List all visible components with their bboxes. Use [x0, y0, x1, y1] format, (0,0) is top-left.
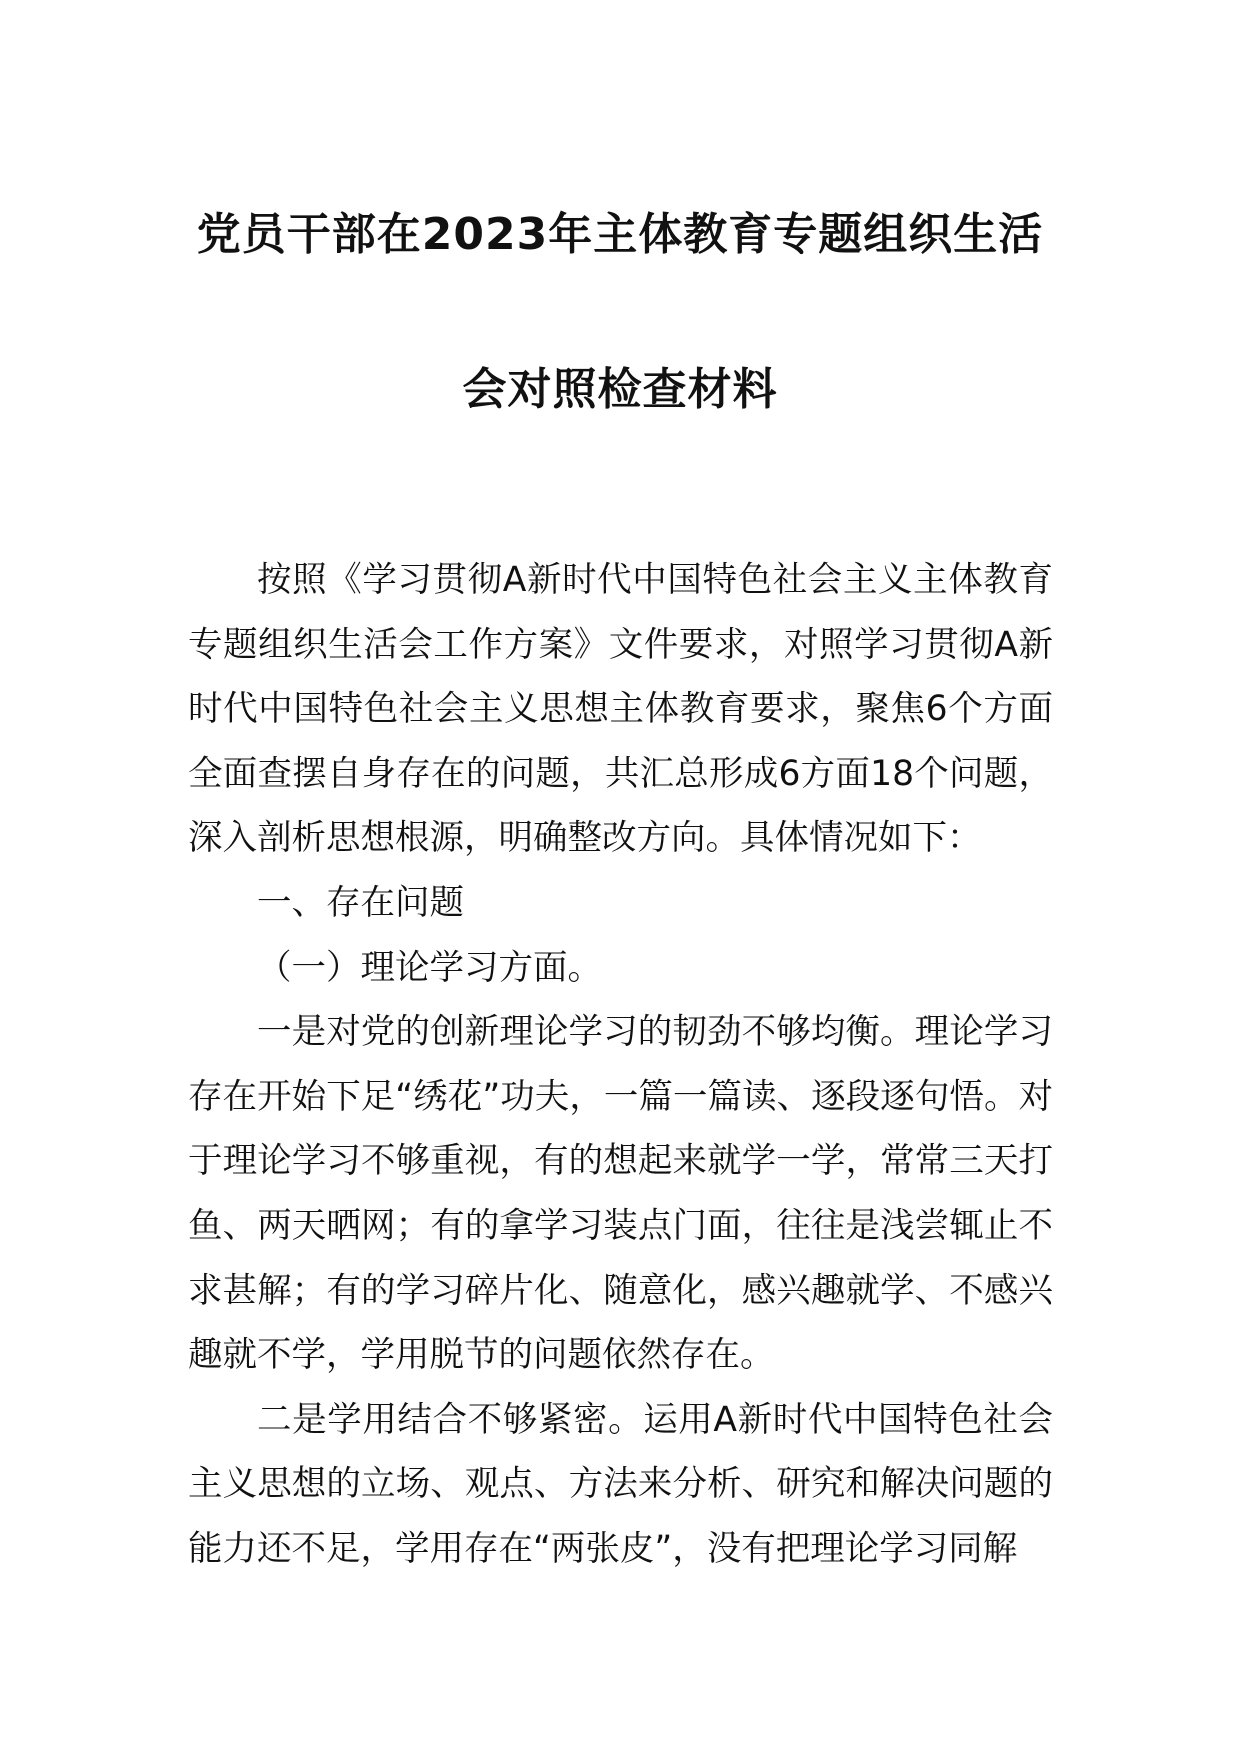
document-body [188, 548, 1053, 1582]
intro-paragraph: 按照《学习贯彻A新时代中国特色社会主义主体教育专题组织生活会工作方案》文件要求，对照学习贯彻A新时代中国特色社会主义思想主体教育要求，聚焦6个方面全面查摆自身存在的问题，共汇总形成6方面18个问题，深入剖析思想根源，明确整改方向。具体情况如下： [188, 560, 1053, 859]
subsection-heading-theory-study: （一）理论学习方面。 [257, 947, 602, 988]
section-heading-problems: 一、存在问题 [257, 882, 464, 923]
document-title-line-1: 党员干部在2023年主体教育专题组织生活 [196, 209, 1044, 260]
problem-paragraph-2: 二是学用结合不够紧密。运用A新时代中国特色社会主义思想的立场、观点、方法来分析、研究和解决问题的能力还不足，学用存在“两张皮”，没有把理论学习同解 [188, 1399, 1053, 1569]
problem-paragraph-1: 一是对党的创新理论学习的韧劲不够均衡。理论学习存在开始下足“绣花”功夫，一篇一篇读、逐段逐句悟。对于理论学习不够重视，有的想起来就学一学，常常三天打鱼、两天晒网；有的拿学习装点门面，往往是浅尝辄止不求甚解；有的学习碎片化、随意化，感兴趣就学、不感兴趣就不学，学用脱节的问题依然存在。 [188, 1012, 1053, 1376]
document-title-line-2: 会对照检查材料 [462, 364, 778, 415]
